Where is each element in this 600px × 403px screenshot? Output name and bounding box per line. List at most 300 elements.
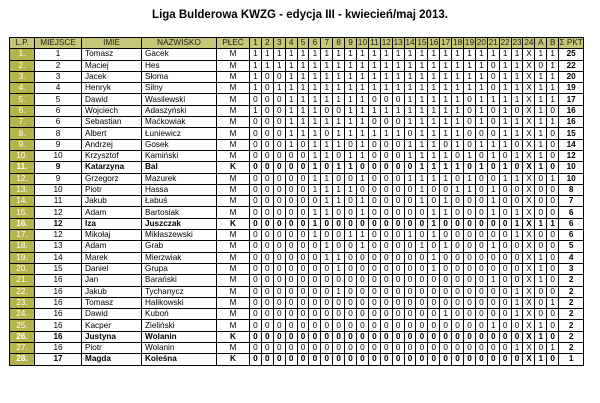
row-score: 0 <box>547 196 559 207</box>
row-score: 1 <box>297 128 309 139</box>
header-problem: 21 <box>488 38 498 48</box>
row-score: 1 <box>440 150 452 161</box>
row-score: 1 <box>321 94 333 105</box>
header-problem: 19 <box>464 38 475 48</box>
row-place: 12 <box>35 218 82 229</box>
row-score: 0 <box>357 286 369 297</box>
table-row <box>10 218 584 229</box>
row-score: 0 <box>452 252 464 263</box>
header-problem: 2 <box>261 38 273 49</box>
row-score: 0 <box>368 275 380 286</box>
row-score: 0 <box>250 139 262 150</box>
row-total: 7 <box>559 196 584 207</box>
row-last-name: Kamiński <box>142 150 217 161</box>
row-score: 1 <box>428 150 440 161</box>
row-score: 0 <box>380 286 392 297</box>
row-place: 1 <box>35 49 82 60</box>
row-score: 1 <box>297 60 309 71</box>
row-score: 0 <box>487 128 499 139</box>
row-first-name: Tomasz <box>82 49 142 60</box>
row-score: 0 <box>368 139 380 150</box>
row-score: 0 <box>416 207 428 218</box>
row-score: 1 <box>428 71 440 82</box>
row-score: 1 <box>404 230 416 241</box>
row-score: 0 <box>380 241 392 252</box>
row-score: 0 <box>428 241 440 252</box>
row-score: 1 <box>475 94 487 105</box>
row-score: 1 <box>273 83 285 94</box>
row-score: 1 <box>250 60 262 71</box>
row-score: 1 <box>452 139 464 150</box>
row-score: 1 <box>499 71 511 82</box>
row-score: 0 <box>309 263 321 274</box>
row-score: 0 <box>250 263 262 274</box>
row-score: 0 <box>392 173 404 184</box>
row-score: 1 <box>535 150 547 161</box>
row-score: 1 <box>285 139 297 150</box>
row-score: X <box>523 275 535 286</box>
row-score: 1 <box>309 150 321 161</box>
row-score: 0 <box>368 297 380 308</box>
row-score: 0 <box>261 230 273 241</box>
row-last-name: Mazurek <box>142 173 217 184</box>
row-score: 1 <box>428 139 440 150</box>
row-score: 1 <box>345 117 357 128</box>
row-first-name: Mikołaj <box>82 230 142 241</box>
header-total: Σ PKT <box>559 38 583 48</box>
row-score: 0 <box>475 263 487 274</box>
header-problem: 10 <box>357 38 368 48</box>
row-score: 0 <box>261 354 273 365</box>
row-score: 0 <box>250 150 262 161</box>
row-score: 0 <box>285 286 297 297</box>
row-score: 0 <box>475 128 487 139</box>
row-place: 10 <box>35 150 82 161</box>
row-score: 1 <box>440 128 452 139</box>
row-score: 0 <box>440 230 452 241</box>
row-score: 0 <box>250 286 262 297</box>
row-score: 0 <box>261 150 273 161</box>
row-score: 1 <box>416 49 428 60</box>
row-score: 1 <box>333 139 345 150</box>
row-score: 0 <box>452 196 464 207</box>
row-score: 1 <box>333 252 345 263</box>
header-sex: PŁEĆ <box>217 38 250 49</box>
row-score: 0 <box>392 275 404 286</box>
row-score: 1 <box>357 71 369 82</box>
row-score: 1 <box>440 105 452 116</box>
row-score: X <box>523 184 535 195</box>
row-score: 1 <box>416 184 428 195</box>
row-lp: 22. <box>10 286 35 297</box>
row-sex: M <box>217 94 250 105</box>
row-score: 1 <box>345 94 357 105</box>
row-score: 0 <box>250 128 262 139</box>
row-score: 0 <box>416 309 428 320</box>
row-lp: 13. <box>10 184 35 195</box>
row-score: 0 <box>535 343 547 354</box>
row-first-name: Dawid <box>82 309 142 320</box>
row-score: 1 <box>499 60 511 71</box>
row-score: 1 <box>380 71 392 82</box>
row-total: 25 <box>559 49 584 60</box>
row-score: 0 <box>285 275 297 286</box>
row-score: 0 <box>404 286 416 297</box>
row-score: 0 <box>475 241 487 252</box>
row-lp: 9. <box>10 139 35 150</box>
row-score: 1 <box>357 128 369 139</box>
row-score: 0 <box>392 354 404 365</box>
row-score: 0 <box>487 309 499 320</box>
row-lp: 4. <box>10 83 35 94</box>
row-sex: M <box>217 139 250 150</box>
row-score: 0 <box>547 162 559 173</box>
row-score: 0 <box>261 128 273 139</box>
row-score: 0 <box>464 241 476 252</box>
row-score: 0 <box>440 297 452 308</box>
row-score: 1 <box>452 117 464 128</box>
row-score: 1 <box>321 173 333 184</box>
row-score: X <box>523 230 535 241</box>
header-problem: 14 <box>405 38 415 48</box>
row-score: 1 <box>333 60 345 71</box>
row-sex: M <box>217 343 250 354</box>
row-score: 1 <box>428 162 440 173</box>
row-score: 0 <box>440 252 452 263</box>
row-score: 0 <box>416 343 428 354</box>
row-score: 0 <box>285 354 297 365</box>
row-last-name: Barański <box>142 275 217 286</box>
row-score: 0 <box>309 252 321 263</box>
row-score: 0 <box>511 162 523 173</box>
row-score: 0 <box>345 309 357 320</box>
row-score: 0 <box>535 60 547 71</box>
row-score: 0 <box>250 196 262 207</box>
row-score: 0 <box>535 241 547 252</box>
row-lp: 24. <box>10 309 35 320</box>
row-score: 0 <box>547 128 559 139</box>
row-score: 0 <box>345 354 357 365</box>
row-score: 0 <box>321 230 333 241</box>
header-last-name: NAZWISKO <box>142 38 217 49</box>
row-sex: M <box>217 150 250 161</box>
row-first-name: Iza <box>82 218 142 229</box>
row-score: 0 <box>333 173 345 184</box>
header-problem: 18 <box>453 38 463 48</box>
row-score: 0 <box>380 230 392 241</box>
row-score: 0 <box>464 139 476 150</box>
row-score: 0 <box>345 331 357 342</box>
row-score: 0 <box>380 218 392 229</box>
row-score: 0 <box>547 263 559 274</box>
row-score: 1 <box>535 71 547 82</box>
row-last-name: Mierzwiak <box>142 252 217 263</box>
row-score: 1 <box>475 49 487 60</box>
row-total: 2 <box>559 320 584 331</box>
row-score: 0 <box>428 297 440 308</box>
row-score: 0 <box>357 343 369 354</box>
row-score: 1 <box>428 94 440 105</box>
row-score: 0 <box>285 343 297 354</box>
row-score: 1 <box>404 60 416 71</box>
row-place: 8 <box>35 128 82 139</box>
row-last-name: Koleśna <box>142 354 217 365</box>
row-score: 1 <box>535 218 547 229</box>
row-sex: M <box>217 83 250 94</box>
row-score: 0 <box>511 241 523 252</box>
row-lp: 10. <box>10 150 35 161</box>
table-row <box>10 275 584 286</box>
row-lp: 26. <box>10 331 35 342</box>
header-problem: 1 <box>250 38 262 49</box>
row-score: 0 <box>368 286 380 297</box>
row-score: 0 <box>368 230 380 241</box>
row-place: 6 <box>35 105 82 116</box>
row-score: 0 <box>535 207 547 218</box>
row-score: 1 <box>250 71 262 82</box>
row-total: 22 <box>559 60 584 71</box>
header-problem: 5 <box>297 38 309 49</box>
row-score: 0 <box>380 297 392 308</box>
row-score: 1 <box>428 60 440 71</box>
row-first-name: Jakub <box>82 196 142 207</box>
row-score: 0 <box>297 263 309 274</box>
row-score: 0 <box>273 105 285 116</box>
row-score: 0 <box>309 331 321 342</box>
row-lp: 27. <box>10 343 35 354</box>
row-score: 0 <box>547 184 559 195</box>
row-score: 1 <box>392 83 404 94</box>
row-score: 0 <box>309 196 321 207</box>
row-score: 1 <box>440 173 452 184</box>
row-score: 0 <box>416 263 428 274</box>
row-score: 1 <box>511 83 523 94</box>
row-score: 1 <box>309 117 321 128</box>
row-score: 0 <box>297 354 309 365</box>
row-score: 0 <box>368 252 380 263</box>
row-score: 0 <box>345 275 357 286</box>
row-score: 1 <box>547 173 559 184</box>
row-score: 1 <box>511 150 523 161</box>
row-score: 0 <box>345 286 357 297</box>
row-score: 0 <box>250 173 262 184</box>
row-score: 0 <box>416 331 428 342</box>
row-score: 1 <box>321 252 333 263</box>
row-score: 1 <box>440 71 452 82</box>
row-score: 1 <box>440 196 452 207</box>
row-score: X <box>523 263 535 274</box>
row-score: 0 <box>357 354 369 365</box>
row-score: 0 <box>368 173 380 184</box>
row-score: 0 <box>261 94 273 105</box>
row-score: X <box>523 128 535 139</box>
row-score: 0 <box>368 207 380 218</box>
row-score: 0 <box>511 139 523 150</box>
row-score: 0 <box>297 343 309 354</box>
header-problem: 24 <box>524 38 534 48</box>
row-place: 2 <box>35 60 82 71</box>
row-score: 0 <box>261 275 273 286</box>
row-score: 0 <box>297 275 309 286</box>
row-score: 1 <box>440 60 452 71</box>
row-total: 2 <box>559 286 584 297</box>
row-score: 0 <box>333 331 345 342</box>
row-score: 0 <box>404 297 416 308</box>
row-score: 1 <box>475 139 487 150</box>
row-score: 1 <box>547 60 559 71</box>
row-score: 0 <box>499 230 511 241</box>
header-lp: L.P. <box>10 38 35 49</box>
row-score: 1 <box>404 173 416 184</box>
row-score: 1 <box>535 263 547 274</box>
row-score: 1 <box>345 150 357 161</box>
row-score: 0 <box>368 218 380 229</box>
row-score: 0 <box>345 320 357 331</box>
row-score: 1 <box>392 49 404 60</box>
row-score: 1 <box>499 139 511 150</box>
row-score: 0 <box>273 331 285 342</box>
row-score: X <box>523 331 535 342</box>
row-score: 0 <box>297 230 309 241</box>
row-score: 0 <box>499 207 511 218</box>
row-score: 0 <box>273 263 285 274</box>
row-total: 17 <box>559 94 584 105</box>
row-first-name: Katarzyna <box>82 162 142 173</box>
row-score: 0 <box>475 309 487 320</box>
row-place: 4 <box>35 83 82 94</box>
row-score: 0 <box>464 196 476 207</box>
row-sex: M <box>217 196 250 207</box>
row-score: 1 <box>404 139 416 150</box>
row-score: 0 <box>452 173 464 184</box>
row-score: 1 <box>487 94 499 105</box>
row-score: 0 <box>297 309 309 320</box>
row-score: 0 <box>392 286 404 297</box>
row-score: 0 <box>464 117 476 128</box>
row-score: 0 <box>499 263 511 274</box>
row-score: 0 <box>357 218 369 229</box>
row-score: 0 <box>380 94 392 105</box>
row-score: 0 <box>368 117 380 128</box>
row-sex: M <box>217 49 250 60</box>
row-score: 0 <box>285 263 297 274</box>
row-lp: 2. <box>10 60 35 71</box>
row-sex: M <box>217 184 250 195</box>
row-score: 0 <box>261 139 273 150</box>
row-score: 0 <box>440 331 452 342</box>
row-sex: M <box>217 286 250 297</box>
row-score: 1 <box>475 60 487 71</box>
row-score: 0 <box>273 309 285 320</box>
row-total: 2 <box>559 331 584 342</box>
row-first-name: Wojciech <box>82 105 142 116</box>
row-score: 0 <box>547 309 559 320</box>
row-score: 0 <box>333 230 345 241</box>
row-place: 14 <box>35 252 82 263</box>
row-score: 0 <box>261 343 273 354</box>
row-score: 0 <box>321 343 333 354</box>
row-score: 1 <box>440 309 452 320</box>
row-score: 0 <box>440 263 452 274</box>
table-row <box>10 354 584 365</box>
row-score: 0 <box>285 150 297 161</box>
row-score: 0 <box>273 94 285 105</box>
row-score: 0 <box>333 320 345 331</box>
row-first-name: Dawid <box>82 94 142 105</box>
row-score: 0 <box>380 196 392 207</box>
row-score: 1 <box>368 105 380 116</box>
row-score: 1 <box>392 105 404 116</box>
row-score: 0 <box>380 263 392 274</box>
row-score: 1 <box>297 71 309 82</box>
row-lp: 1. <box>10 49 35 60</box>
header-problem: 7 <box>321 38 333 49</box>
header-problem: 8 <box>333 38 345 49</box>
row-score: 1 <box>309 162 321 173</box>
row-score: 0 <box>250 207 262 218</box>
row-sex: M <box>217 173 250 184</box>
row-score: 0 <box>321 354 333 365</box>
row-score: 0 <box>250 184 262 195</box>
row-score: 1 <box>404 71 416 82</box>
row-score: 0 <box>392 297 404 308</box>
row-score: 0 <box>297 297 309 308</box>
row-score: 1 <box>452 105 464 116</box>
row-score: 1 <box>452 128 464 139</box>
row-score: 0 <box>333 218 345 229</box>
row-first-name: Jacek <box>82 71 142 82</box>
row-score: 1 <box>487 320 499 331</box>
row-score: 0 <box>499 275 511 286</box>
row-score: 0 <box>499 196 511 207</box>
row-score: 1 <box>428 263 440 274</box>
row-score: 0 <box>452 230 464 241</box>
row-score: 0 <box>404 275 416 286</box>
row-score: 0 <box>333 275 345 286</box>
row-place: 16 <box>35 297 82 308</box>
row-score: 1 <box>285 60 297 71</box>
row-score: 0 <box>487 162 499 173</box>
row-score: 0 <box>273 286 285 297</box>
header-problem: 12 <box>381 38 391 48</box>
row-score: 0 <box>345 241 357 252</box>
row-score: 0 <box>428 320 440 331</box>
row-score: 0 <box>511 184 523 195</box>
row-last-name: Grab <box>142 241 217 252</box>
row-last-name: Bartosiak <box>142 207 217 218</box>
row-total: 16 <box>559 117 584 128</box>
row-last-name: Gacek <box>142 49 217 60</box>
row-score: 0 <box>499 150 511 161</box>
row-place: 10 <box>35 184 82 195</box>
row-score: 0 <box>487 263 499 274</box>
row-score: X <box>523 343 535 354</box>
row-score: 1 <box>452 49 464 60</box>
row-score: 0 <box>487 71 499 82</box>
row-score: 1 <box>416 83 428 94</box>
row-score: 1 <box>511 94 523 105</box>
row-score: 1 <box>428 128 440 139</box>
row-lp: 28. <box>10 354 35 365</box>
row-score: 0 <box>297 150 309 161</box>
row-score: 0 <box>452 309 464 320</box>
row-score: 1 <box>404 117 416 128</box>
row-score: 1 <box>285 105 297 116</box>
row-first-name: Marek <box>82 252 142 263</box>
row-score: 0 <box>261 105 273 116</box>
table-row <box>10 309 584 320</box>
row-score: 1 <box>452 94 464 105</box>
